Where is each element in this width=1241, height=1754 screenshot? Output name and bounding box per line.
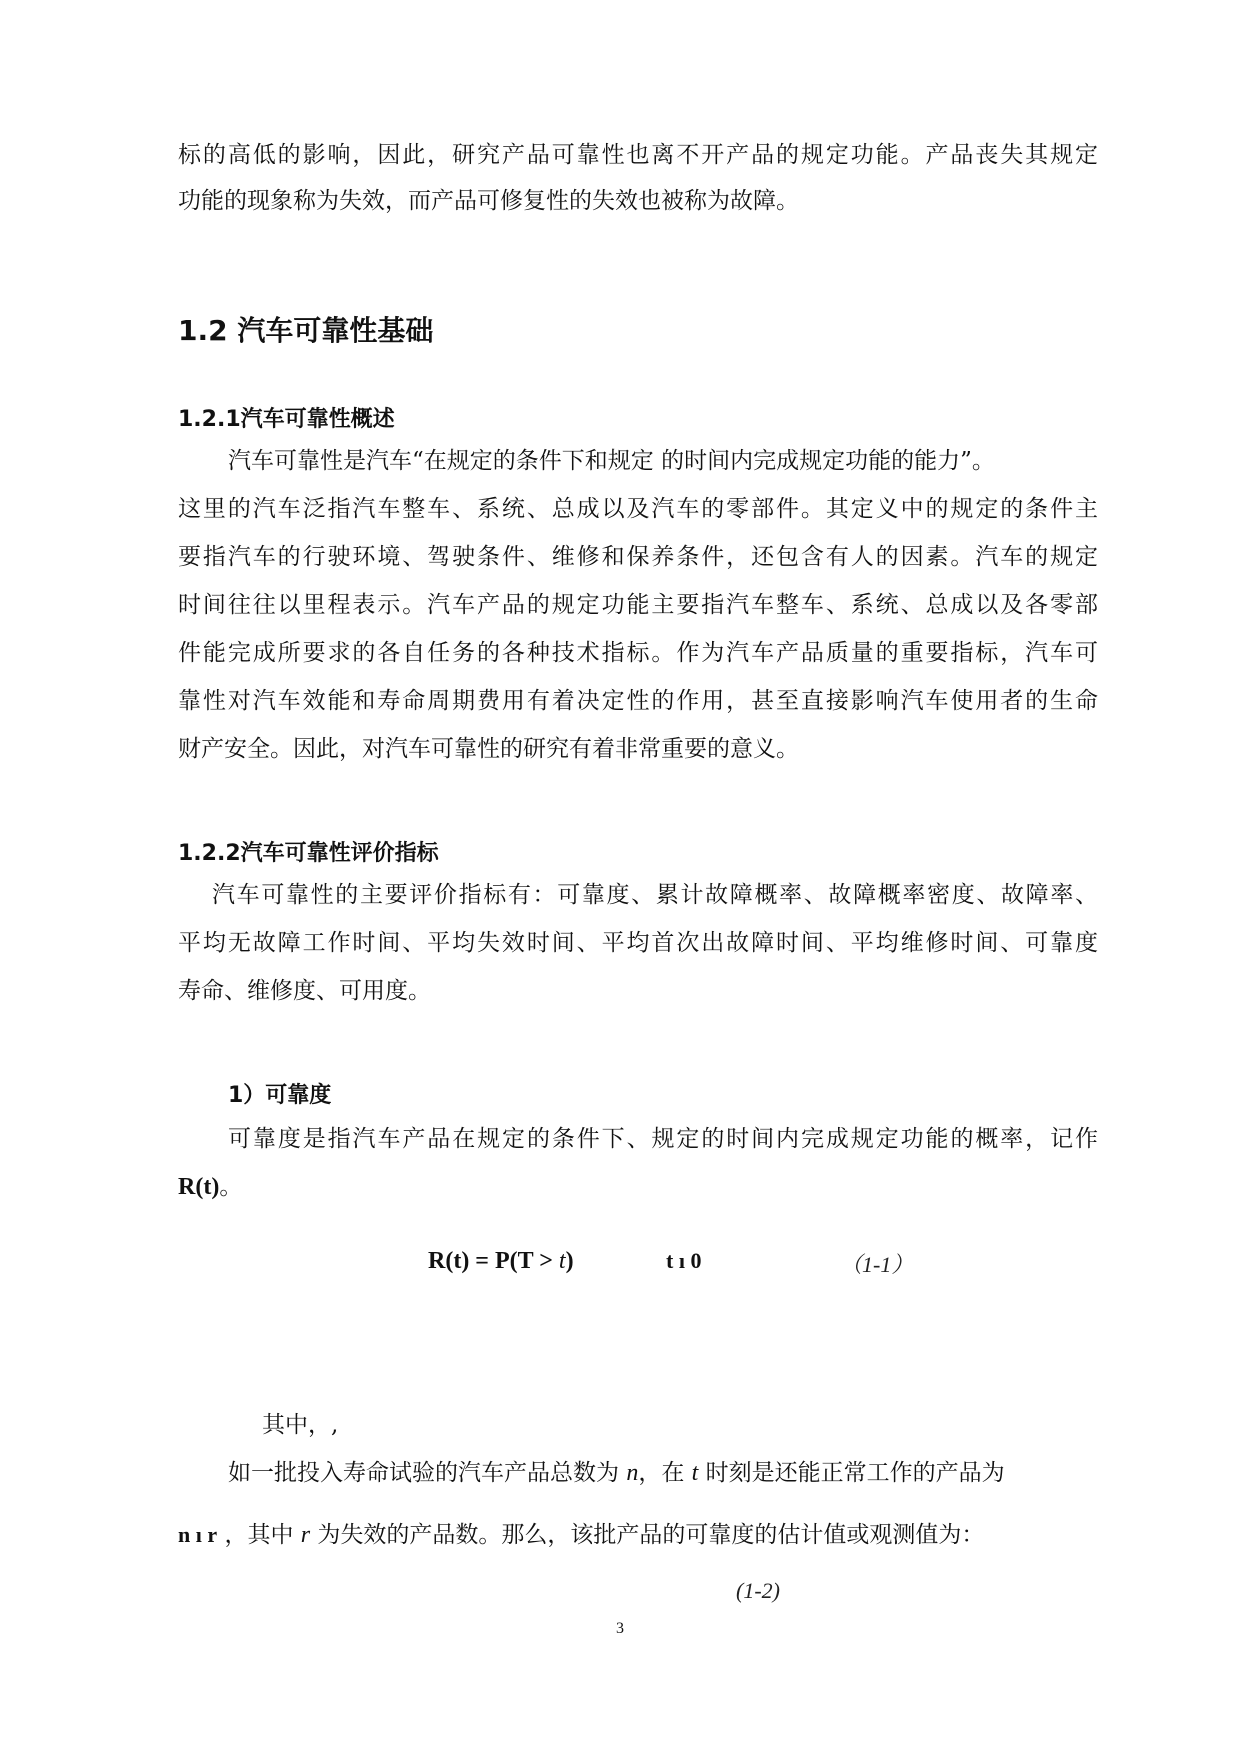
sub2-line-2: 平均无故障工作时间、平均失效时间、平均首次出故障时间、平均维修时间、可靠度 bbox=[178, 930, 1098, 956]
sub1-line-4: 时间往往以里程表示。汽车产品的规定功能主要指汽车整车、系统、总成以及各零部 bbox=[178, 592, 1098, 618]
intro-line-1: 标的高低的影响，因此，研究产品可靠性也离不开产品的规定功能。产品丧失其规定 bbox=[178, 142, 1098, 168]
sub1-line-6: 靠性对汽车效能和寿命周期费用有着决定性的作用，甚至直接影响汽车使用者的生命 bbox=[178, 688, 1098, 714]
def-end: 。 bbox=[219, 1174, 243, 1200]
equation-1-2-number: (1-2) bbox=[736, 1578, 780, 1603]
var-r: r bbox=[300, 1522, 311, 1548]
item1-para-line-2: n ı r ，其中 r 为失效的产品数。那么，该批产品的可靠度的估计值或观测值为： bbox=[178, 1522, 985, 1548]
sub2-line-1: 汽车可靠性的主要评价指标有：可靠度、累计故障概率、故障概率密度、故障率、 bbox=[212, 882, 1098, 908]
subsection-heading-1: 1.2.1汽车可靠性概述 bbox=[178, 407, 395, 432]
eq1-lhs: R(t) = P(T > bbox=[428, 1248, 559, 1274]
page-number: 3 bbox=[616, 1620, 624, 1637]
item1-para-line-1: 如一批投入寿命试验的汽车产品总数为 n，在 t 时刻是还能正常工作的产品为 bbox=[228, 1460, 1005, 1486]
var-n: n bbox=[626, 1460, 639, 1486]
n-minus-r-symbol: n ı r bbox=[178, 1522, 218, 1547]
subsection-heading-2: 1.2.2汽车可靠性评价指标 bbox=[178, 841, 439, 866]
reliability-symbol: R(t) bbox=[178, 1174, 220, 1200]
intro-line-2: 功能的现象称为失效，而产品可修复性的失效也被称为故障。 bbox=[178, 188, 799, 214]
eq1-rhs: ) bbox=[565, 1248, 574, 1274]
equation-1-1-condition: t ı 0 bbox=[666, 1248, 702, 1273]
sub1-line-1: 汽车可靠性是汽车“在规定的条件下和规定 的时间内完成规定功能的能力”。 bbox=[228, 448, 995, 474]
sub1-line-7: 财产安全。因此，对汽车可靠性的研究有着非常重要的意义。 bbox=[178, 736, 799, 762]
equation-1-1-number: （1-1） bbox=[840, 1252, 914, 1277]
eq1-t: t bbox=[558, 1248, 566, 1274]
where-text: 其中，, bbox=[262, 1412, 339, 1438]
sub1-line-5: 件能完成所要求的各自任务的各种技术指标。作为汽车产品质量的重要指标，汽车可 bbox=[178, 640, 1098, 666]
var-t: t bbox=[691, 1460, 699, 1486]
item1-def-line-1: 可靠度是指汽车产品在规定的条件下、规定的时间内完成规定功能的概率，记作 bbox=[228, 1126, 1098, 1152]
item1-def-line-2 bbox=[178, 1172, 1098, 1202]
sub1-line-2: 这里的汽车泛指汽车整车、系统、总成以及汽车的零部件。其定义中的规定的条件主 bbox=[178, 496, 1098, 522]
equation-1-1 bbox=[428, 1246, 688, 1276]
section-heading: 1.2 汽车可靠性基础 bbox=[178, 314, 434, 347]
sub2-line-3: 寿命、维修度、可用度。 bbox=[178, 978, 431, 1004]
item-heading-reliability: 1）可靠度 bbox=[228, 1083, 332, 1108]
sub1-line-3: 要指汽车的行驶环境、驾驶条件、维修和保养条件，还包含有人的因素。汽车的规定 bbox=[178, 544, 1098, 570]
